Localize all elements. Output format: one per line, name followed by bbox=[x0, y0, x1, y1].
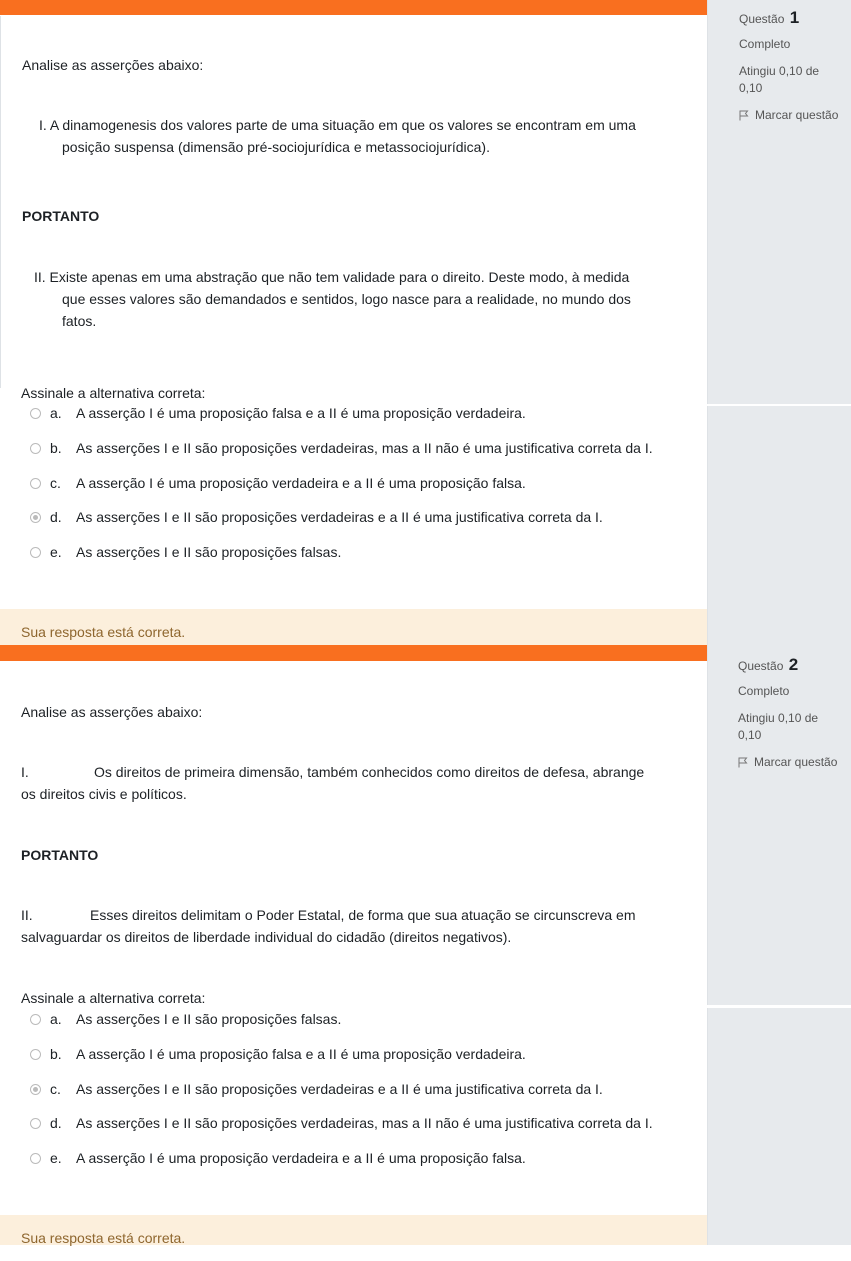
option-letter: c. bbox=[50, 1081, 61, 1097]
option-text: As asserções I e II são proposições verdadeiras, mas a II não é uma justificativa correta da I. bbox=[76, 1115, 653, 1131]
option-letter: e. bbox=[50, 1150, 62, 1166]
answer-option-e[interactable] bbox=[30, 544, 341, 560]
option-text: A asserção I é uma proposição falsa e a II é uma proposição verdadeira. bbox=[76, 1046, 526, 1062]
option-text: As asserções I e II são proposições verdadeiras e a II é uma justificativa correta da I. bbox=[76, 509, 603, 525]
radio-icon[interactable] bbox=[30, 1014, 41, 1025]
answer-option-d[interactable] bbox=[30, 509, 603, 525]
option-letter: d. bbox=[50, 509, 62, 525]
answer-option-c[interactable] bbox=[30, 475, 526, 491]
flag-question-link[interactable] bbox=[739, 108, 838, 122]
assertion-1-line-2: posição suspensa (dimensão pré-sociojurídica e metassociojurídica). bbox=[62, 139, 490, 155]
option-text: A asserção I é uma proposição falsa e a II é uma proposição verdadeira. bbox=[76, 405, 526, 421]
answer-option-b[interactable] bbox=[30, 440, 653, 456]
question-state: Completo bbox=[738, 684, 790, 698]
option-letter: a. bbox=[50, 405, 62, 421]
flag-icon bbox=[738, 757, 748, 768]
question-2 bbox=[0, 645, 851, 1245]
flag-question-label: Marcar questão bbox=[755, 108, 839, 122]
assertion-2-line-3: fatos. bbox=[62, 313, 97, 329]
radio-icon[interactable] bbox=[30, 1049, 41, 1060]
option-letter: d. bbox=[50, 1115, 62, 1131]
option-letter: a. bbox=[50, 1011, 62, 1027]
question-info bbox=[707, 645, 851, 1005]
question-grade: Atingiu 0,10 de 0,10 bbox=[739, 64, 820, 95]
question-info-lower bbox=[707, 1008, 851, 1245]
assertion-2-line-2: que esses valores são demandados e sentidos, logo nasce para a realidade, no mundo dos bbox=[62, 291, 631, 307]
option-text: As asserções I e II são proposições falsas. bbox=[76, 1011, 342, 1027]
radio-icon-selected[interactable] bbox=[30, 512, 41, 523]
assertion-2-number: II. bbox=[21, 907, 33, 923]
option-text: As asserções I e II são proposições falsas. bbox=[76, 544, 342, 560]
question-grade: Atingiu 0,10 de 0,10 bbox=[738, 711, 819, 742]
question-number: Questão 1 bbox=[739, 8, 800, 27]
answer-option-b[interactable] bbox=[30, 1046, 526, 1062]
assertion-2-line-1: Esses direitos delimitam o Poder Estatal, de forma que sua atuação se circunscreva em bbox=[90, 907, 636, 923]
option-text: A asserção I é uma proposição verdadeira e a II é uma proposição falsa. bbox=[76, 475, 526, 491]
question-intro: Analise as asserções abaixo: bbox=[21, 704, 203, 720]
feedback-message: Sua resposta está correta. bbox=[0, 609, 707, 645]
assertion-1-number: I. bbox=[21, 764, 29, 780]
radio-icon[interactable] bbox=[30, 443, 41, 454]
question-intro: Analise as asserções abaixo: bbox=[22, 57, 204, 73]
flag-icon bbox=[739, 110, 749, 121]
question-header-bar bbox=[0, 0, 707, 15]
assertion-2-line-2: salvaguardar os direitos de liberdade individual do cidadão (direitos negativos). bbox=[21, 929, 512, 945]
option-text: As asserções I e II são proposições verdadeiras, mas a II não é uma justificativa correta da I. bbox=[76, 440, 653, 456]
portanto-label: PORTANTO bbox=[22, 208, 100, 224]
answer-option-c[interactable] bbox=[30, 1081, 603, 1097]
option-text: As asserções I e II são proposições verdadeiras e a II é uma justificativa correta da I. bbox=[76, 1081, 603, 1097]
radio-icon[interactable] bbox=[30, 1153, 41, 1164]
question-info bbox=[707, 0, 851, 404]
answer-option-d[interactable] bbox=[30, 1115, 653, 1131]
answer-option-e[interactable] bbox=[30, 1150, 526, 1166]
assertion-1-line-1: I. A dinamogenesis dos valores parte de uma situação em que os valores se encontram em uma bbox=[39, 117, 636, 133]
assertion-1-line-2: os direitos civis e políticos. bbox=[21, 786, 187, 802]
assertion-1-line-1: Os direitos de primeira dimensão, também conhecidos como direitos de defesa, abrange bbox=[94, 764, 645, 780]
portanto-label: PORTANTO bbox=[21, 847, 99, 863]
answer-option-a[interactable] bbox=[30, 1011, 341, 1027]
answer-option-a[interactable] bbox=[30, 405, 526, 421]
flag-question-label: Marcar questão bbox=[754, 755, 838, 769]
assertion-2-line-1: II. Existe apenas em uma abstração que não tem validade para o direito. Deste modo, à medida bbox=[34, 269, 630, 285]
question-header-bar bbox=[0, 645, 707, 661]
option-letter: c. bbox=[50, 475, 61, 491]
option-letter: b. bbox=[50, 1046, 62, 1062]
answer-prompt: Assinale a alternativa correta: bbox=[21, 385, 206, 401]
option-letter: e. bbox=[50, 544, 62, 560]
flag-question-link[interactable] bbox=[738, 755, 837, 769]
question-text bbox=[0, 16, 708, 388]
option-letter: b. bbox=[50, 440, 62, 456]
radio-icon[interactable] bbox=[30, 1118, 41, 1129]
radio-icon[interactable] bbox=[30, 408, 41, 419]
option-text: A asserção I é uma proposição verdadeira e a II é uma proposição falsa. bbox=[76, 1150, 526, 1166]
question-info-lower bbox=[707, 406, 851, 645]
radio-icon-selected[interactable] bbox=[30, 1084, 41, 1095]
question-state: Completo bbox=[739, 37, 791, 51]
radio-icon[interactable] bbox=[30, 547, 41, 558]
radio-icon[interactable] bbox=[30, 478, 41, 489]
question-number: Questão 2 bbox=[738, 655, 799, 674]
feedback-message: Sua resposta está correta. bbox=[0, 1215, 707, 1245]
answer-prompt: Assinale a alternativa correta: bbox=[21, 990, 206, 1006]
